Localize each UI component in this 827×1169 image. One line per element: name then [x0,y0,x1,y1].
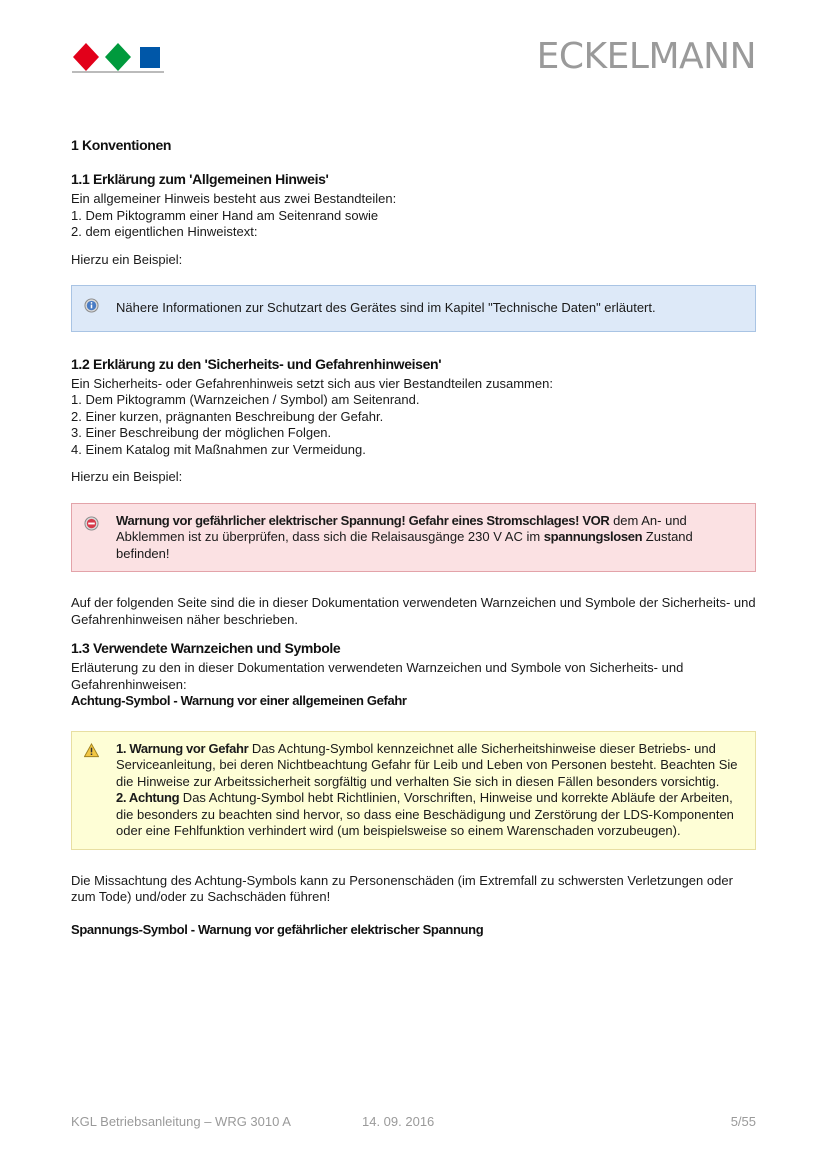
warning-note-box [71,731,756,850]
eckelmann-logo [72,41,164,73]
section-1-2-after: Auf der folgenden Seite sind die in dieser Dokumentation verwendeten Warnzeichen und Symbole der Sicherheits- und Gefahrenhinweisen näher beschrieben. [71,595,756,627]
warning-note-bold-1: 1. Warnung vor Gefahr [116,740,249,756]
section-1-3-after: Die Missachtung des Achtung-Symbols kann zu Personenschäden (im Extremfall zu schwersten Verletzungen oder zum Tode) und/oder zu Sachschäden führen! [71,872,733,904]
info-icon [84,298,99,313]
danger-stop-icon [84,516,99,531]
section-1-3-subtitle-2: Spannungs-Symbol - Warnung vor gefährlicher elektrischer Spannung [71,921,484,937]
danger-note-bold: Warnung vor gefährlicher elektrischer Spannung! Gefahr eines Stromschlages! VOR [116,512,610,528]
footer-date: 14. 09. 2016 [362,1114,435,1129]
section-1-3-subtitle: Achtung-Symbol - Warnung vor einer allgemeinen Gefahr [71,693,407,708]
section-1-3-heading: 1.3 Verwendete Warnzeichen und Symbole [71,640,341,656]
section-1-2-item: 3. Einer Beschreibung der möglichen Folgen. [71,425,332,440]
logo-blue-square [140,47,160,68]
document-body [71,136,756,938]
section-1-heading: 1 Konventionen [71,137,172,153]
section-1-1-item: 2. dem eigentlichen Hinweistext: [71,224,258,239]
section-1-1-item: 1. Dem Piktogramm einer Hand am Seitenrand sowie [71,207,379,223]
info-note-box [71,285,756,332]
section-1-2-intro: Ein Sicherheits- oder Gefahrenhinweis setzt sich aus vier Bestandteilen zusammen: [71,375,553,391]
logo-green-diamond [105,43,131,71]
section-1-2-item: 4. Einem Katalog mit Maßnahmen zur Vermeidung. [71,441,366,457]
footer-page-number: 5/55 [730,1114,756,1129]
footer-doc-title: KGL Betriebsanleitung – WRG 3010 A [71,1114,291,1129]
section-1-2-item: 1. Dem Piktogramm (Warnzeichen / Symbol) am Seitenrand. [71,392,420,407]
brand-wordmark: ECKELMANN [536,36,756,77]
section-1-3-intro: Erläuterung zu den in dieser Dokumentation verwendeten Warnzeichen und Symbole von Sicherheits- und Gefahrenhinweisen: [71,660,684,692]
warning-note-bold-2: 2. Achtung [116,790,180,805]
danger-note-text: dem An- und Abklemmen ist zu überprüfen, dass sich die Relaisausgänge 230 V AC im [116,512,687,544]
danger-note-bold-2: spannungslosen [543,529,643,544]
section-1-2-heading: 1.2 Erklärung zu den 'Sicherheits- und Gefahrenhinweisen' [71,355,442,372]
danger-note-box [71,503,756,573]
warning-note-text-1: Das Achtung-Symbol kennzeichnet alle Sicherheitshinweise dieser Betriebs- und Serviceanleitung, bei deren Nichtbeachtung Gefahr für Leib und Leben von Personen besteht. Beachten Sie die Hinweise zur Arbeitssicherheit sorgfältig und verhalten Sie sich in diesen Fällen besonders vorsichtig. [116,740,738,789]
section-1-2-item: 2. Einer kurzen, prägnanten Beschreibung der Gefahr. [71,408,384,424]
info-note-text: Nähere Informationen zur Schutzart des Gerätes sind im Kapitel "Technische Daten" erläutert. [116,300,656,315]
section-1-1-heading: 1.1 Erklärung zum 'Allgemeinen Hinweis' [71,171,329,187]
section-1-1-example: Hierzu ein Beispiel: [71,251,183,267]
warning-note-text-2: Das Achtung-Symbol hebt Richtlinien, Vorschriften, Hinweise und korrekte Abläufe der Arbeiten, die besonders zu beachten sind hervor, so dass eine Beschädigung und Zerstörung der LDS-Komponenten oder eine Fehlfunktion verhindert wird (um beispielsweise so einem Warenschaden vorzubeugen). [116,790,734,838]
section-1-2-example: Hierzu ein Beispiel: [71,469,183,484]
logo-red-diamond [73,43,99,71]
section-1-1-intro: Ein allgemeiner Hinweis besteht aus zwei Bestandteilen: [71,191,397,206]
danger-note-text-2: Zustand befinden! [116,529,693,561]
warning-triangle-icon [84,743,99,758]
